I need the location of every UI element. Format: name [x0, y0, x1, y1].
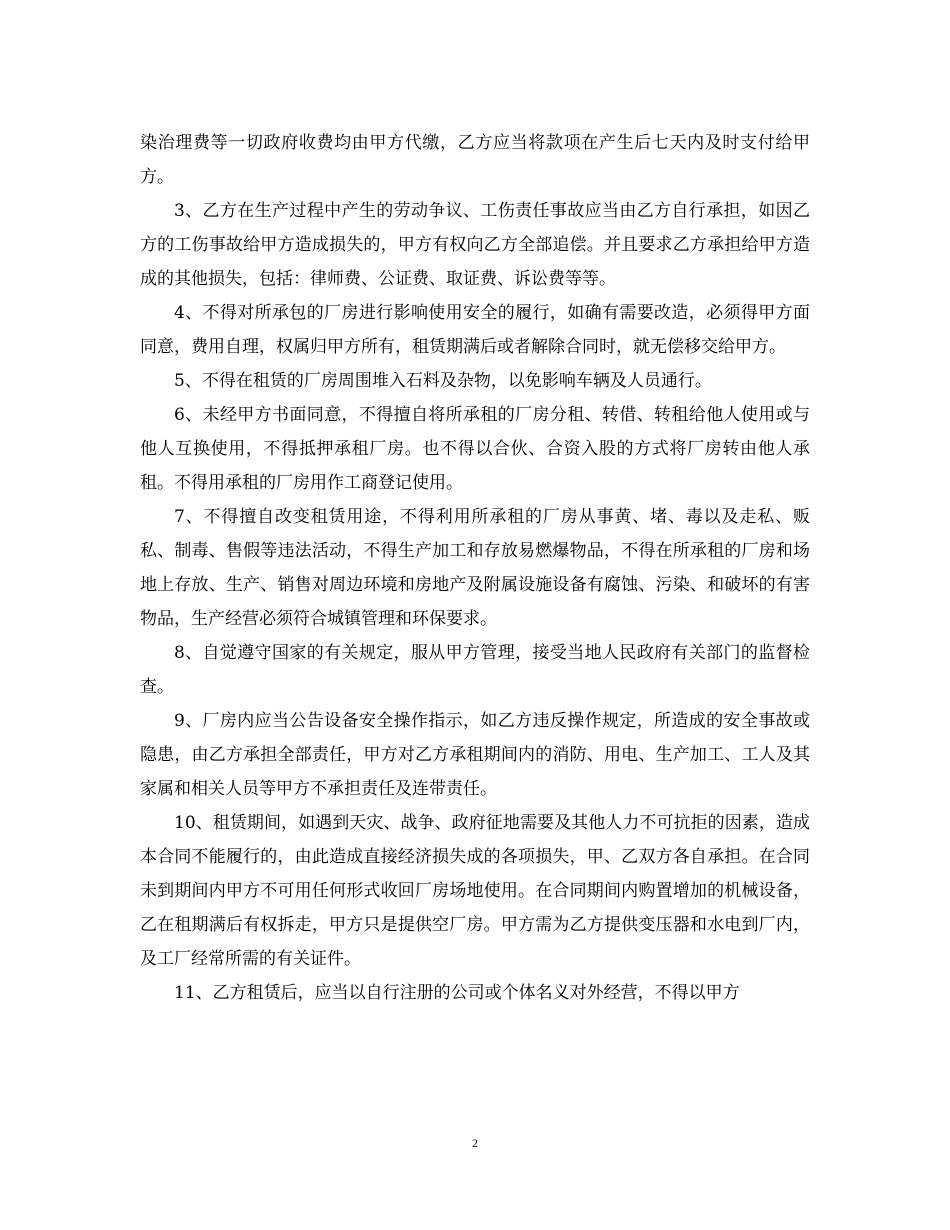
paragraph-clause-3: 3、乙方在生产过程中产生的劳动争议、工伤责任事故应当由乙方自行承担，如因乙方的工伤事故给甲方造成损失的，甲方有权向乙方全部追偿。并且要求乙方承担给甲方造成的其他损失，包括：律师费、公证费、取证费、诉讼费等等。 [140, 201, 810, 289]
paragraph-clause-7: 7、不得擅自改变租赁用途，不得利用所承租的厂房从事黄、堵、毒以及走私、贩私、制毒、售假等违法活动，不得生产加工和存放易燃爆物品，不得在所承租的厂房和场地上存放、生产、销售对周边环境和房地产及附属设施设备有腐蚀、污染、和破坏的有害物品，生产经营必须符合城镇管理和环保要求。 [140, 507, 810, 629]
paragraph-clause-5: 5、不得在租赁的厂房周围堆入石料及杂物，以免影响车辆及人员通行。 [174, 371, 712, 391]
page-number: 2 [472, 1136, 478, 1150]
paragraph-clause-11: 11、乙方租赁后，应当以自行注册的公司或个体名义对外经营，不得以甲方 [174, 983, 740, 1003]
paragraph-clause-8: 8、自觉遵守国家的有关规定，服从甲方管理，接受当地人民政府有关部门的监督检查。 [140, 643, 810, 697]
paragraph-clause-10: 10、租赁期间，如遇到天灾、战争、政府征地需要及其他人力不可抗拒的因素，造成本合同不能履行的，由此造成直接经济损失成的各项损失，甲、乙双方各自承担。在合同未到期间内甲方不可用任何形式收回厂房场地使用。在合同期间内购置增加的机械设备，乙在租期满后有权拆走，甲方只是提供空厂房。甲方需为乙方提供变压器和水电到厂内，及工厂经常所需的有关证件。 [140, 813, 810, 969]
paragraph-continuation: 染治理费等一切政府收费均由甲方代缴，乙方应当将款项在产生后七天内及时支付给甲方。 [140, 133, 810, 187]
paragraph-clause-4: 4、不得对所承包的厂房进行影响使用安全的履行，如确有需要改造，必须得甲方面同意，费用自理，权属归甲方所有，租赁期满后或者解除合同时，就无偿移交给甲方。 [140, 303, 810, 357]
paragraph-clause-6: 6、未经甲方书面同意，不得擅自将所承租的厂房分租、转借、转租给他人使用或与他人互换使用，不得抵押承租厂房。也不得以合伙、合资入股的方式将厂房转由他人承租。不得用承租的厂房用作工商登记使用。 [140, 405, 810, 493]
paragraph-clause-9: 9、厂房内应当公告设备安全操作指示，如乙方违反操作规定，所造成的安全事故或隐患，由乙方承担全部责任，甲方对乙方承租期间内的消防、用电、生产加工、工人及其家属和相关人员等甲方不承担责任及连带责任。 [140, 711, 810, 799]
document-body [140, 126, 810, 1010]
